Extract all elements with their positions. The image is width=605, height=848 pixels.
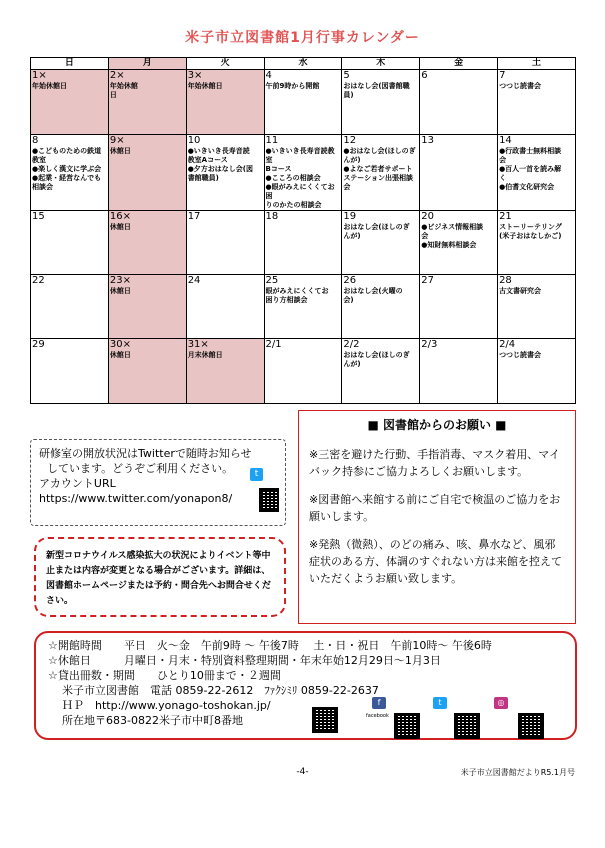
day-event-text: 眼がみえにくくてお 困り方相談会 xyxy=(265,287,329,304)
account-url-label: アカウントURL xyxy=(39,477,116,490)
calendar-week-row xyxy=(31,211,576,275)
day-number: 2/4 xyxy=(499,339,516,350)
day-number: 16× xyxy=(109,211,131,222)
closed-days: ☆休館日 月曜日・月末・特別資料整理期間・年末年始12月29日～1月3日 xyxy=(48,654,441,667)
calendar-day-cell xyxy=(498,339,576,404)
footer-publication: 米子市立図書館だよりR5.1月号 xyxy=(460,768,575,777)
calendar-day-cell xyxy=(31,275,109,339)
day-number: 21 xyxy=(499,211,512,222)
page-number: -4- xyxy=(296,767,309,777)
day-number: 20 xyxy=(421,211,434,222)
day-number: 25 xyxy=(265,275,279,286)
day-event-text: 年始休館 日 xyxy=(109,82,138,99)
day-number: 2/3 xyxy=(421,339,438,350)
day-event-text: おはなし会(ほしのぎ んが) xyxy=(343,351,410,368)
day-number: 4 xyxy=(265,70,272,81)
weekday-thu: 木 xyxy=(342,58,420,70)
calendar-day-cell xyxy=(186,211,264,275)
covid-notice-text: 新型コロナウイルス感染拡大の状況によりイベント等中止または内容が変更となる場合がございます。詳細は、図書館ホームページまたは予約・問合先へお問合せください。 xyxy=(46,551,271,606)
day-number: 11 xyxy=(265,135,279,146)
weekday-sun: 日 xyxy=(31,58,109,70)
calendar-day-cell xyxy=(186,135,264,211)
calendar-day-cell xyxy=(186,339,264,404)
day-number: 29 xyxy=(32,339,45,350)
day-event-text: 休館日 xyxy=(109,351,131,359)
qr-code-icon xyxy=(259,488,279,512)
calendar-day-cell xyxy=(264,135,342,211)
facebook-icon[interactable]: f xyxy=(372,697,386,709)
day-event-text: 年始休館日 xyxy=(187,82,223,90)
day-event-text: ●こどものための鉄道 教室 ●楽しく漢文に学ぶ会 ●起業・経営なんでも 相談会 xyxy=(32,147,102,191)
instagram-icon[interactable]: ◎ xyxy=(494,697,508,709)
calendar-week-row xyxy=(31,275,576,339)
calendar-day-cell xyxy=(186,275,264,339)
weekday-sat: 土 xyxy=(498,58,576,70)
day-event-text: 月末休館日 xyxy=(187,351,223,359)
day-number: 10 xyxy=(187,135,201,146)
calendar-day-cell xyxy=(420,70,498,135)
request-paragraph-1: ※三密を避けた行動、手指消毒、マスク着用、マイバック持参にご協力よろしくお願いします。 xyxy=(309,448,560,478)
day-event-text: 年始休館日 xyxy=(32,82,67,90)
day-number: 13 xyxy=(421,135,434,146)
calendar-table xyxy=(30,57,576,404)
day-number: 31× xyxy=(187,339,209,350)
qr-code-icon xyxy=(394,713,420,739)
day-number: 30× xyxy=(109,339,131,350)
request-heading: ■ 図書館からのお願い ■ xyxy=(367,418,507,432)
calendar-day-cell xyxy=(342,211,420,275)
day-number: 18 xyxy=(265,211,279,222)
twitter-notice-box xyxy=(30,439,286,526)
request-paragraph-3: ※発熱（微熱）、のどの痛み、咳、鼻水など、風邪症状のある方、体調のすぐれない方は来館を控えていただくようお願い致します。 xyxy=(309,538,562,585)
day-number: 28 xyxy=(499,275,512,286)
day-event-text: おはなし会(ほしのぎ んが) xyxy=(343,223,410,240)
qr-code-icon xyxy=(312,707,338,733)
day-number: 5 xyxy=(343,70,350,81)
calendar-day-cell xyxy=(420,339,498,404)
calendar-day-cell xyxy=(498,211,576,275)
day-event-text: おはなし会(火曜の 会) xyxy=(343,287,403,304)
day-number: 2× xyxy=(109,70,125,81)
calendar-day-cell xyxy=(31,135,109,211)
loan-limit: ☆貸出冊数・期間 ひとり10冊まで・２週間 xyxy=(48,669,281,682)
day-number: 23× xyxy=(109,275,131,286)
twitter-icon[interactable]: t xyxy=(433,697,447,709)
twitter-icon[interactable]: t xyxy=(250,468,263,481)
library-homepage-link[interactable]: ＨＰ http://www.yonago-toshokan.jp/ xyxy=(62,699,271,712)
day-number: 27 xyxy=(421,275,434,286)
day-number: 19 xyxy=(343,211,357,222)
twitter-url-link[interactable]: https://www.twitter.com/yonapon8/ xyxy=(39,492,233,505)
calendar-day-cell xyxy=(108,339,186,404)
twitter-notice-line2: しています。どうぞご利用ください。 xyxy=(47,462,234,475)
day-event-text: つつじ読書会 xyxy=(499,351,542,359)
day-number: 15 xyxy=(32,211,45,222)
calendar-day-cell xyxy=(498,70,576,135)
day-number: 26 xyxy=(343,275,357,286)
calendar-week-row xyxy=(31,339,576,404)
calendar-day-cell xyxy=(108,211,186,275)
day-event-text: おはなし会(図書館職 員) xyxy=(343,82,410,99)
calendar-day-cell xyxy=(420,275,498,339)
day-number: 1× xyxy=(32,70,47,81)
request-paragraph-2: ※図書館へ来館する前にご自宅で検温のご協力をお願いします。 xyxy=(309,493,561,523)
covid-notice-box xyxy=(34,537,286,617)
day-event-text: 古文書研究会 xyxy=(499,287,542,295)
calendar-day-cell xyxy=(264,339,342,404)
day-number: 6 xyxy=(421,70,428,81)
calendar-day-cell xyxy=(31,70,109,135)
calendar-day-cell xyxy=(342,70,420,135)
calendar-day-cell xyxy=(420,211,498,275)
twitter-notice-line1: 研修室の開放状況はTwitterで随時お知らせ xyxy=(39,447,252,460)
day-number: 22 xyxy=(32,275,45,286)
calendar-day-cell xyxy=(31,339,109,404)
day-event-text: ストーリーテリング (米子おはなしかご) xyxy=(499,223,562,240)
qr-code-icon xyxy=(518,713,544,739)
calendar-day-cell xyxy=(108,70,186,135)
calendar-day-cell xyxy=(108,275,186,339)
calendar-week-row xyxy=(31,135,576,211)
qr-code-icon xyxy=(454,713,480,739)
day-event-text: 休館日 xyxy=(109,147,131,155)
day-number: 14 xyxy=(499,135,512,146)
day-number: 24 xyxy=(187,275,201,286)
day-number: 7 xyxy=(499,70,506,81)
day-event-text: ●行政書士無料相談 会 ●百人一首を読み解 く ●伯耆文化研究会 xyxy=(499,147,562,191)
facebook-label: facebook xyxy=(366,713,389,719)
calendar-day-cell xyxy=(108,135,186,211)
day-number: 17 xyxy=(187,211,201,222)
day-event-text: ●いきいき長寿音読教室 Bコース ●こころの相談会 ●眼がみえにくくてお困 りのかたの相談会 xyxy=(265,147,335,209)
request-box xyxy=(298,410,576,624)
weekday-mon: 月 xyxy=(108,58,186,70)
calendar-day-cell xyxy=(498,135,576,211)
calendar-day-cell xyxy=(264,211,342,275)
day-number: 2/1 xyxy=(265,339,282,350)
calendar-day-cell xyxy=(342,135,420,211)
day-event-text: つつじ読書会 xyxy=(499,82,542,90)
calendar-day-cell xyxy=(342,275,420,339)
library-contact: 米子市立図書館 電話 0859-22-2612 ﾌｧｸｼﾐﾘ 0859-22-2637 xyxy=(62,684,379,697)
calendar-day-cell xyxy=(498,275,576,339)
day-event-text: ●おはなし会(ほしのぎ んが) ●よなご若者サポート ステーション出張相談 会 xyxy=(343,147,416,191)
calendar-day-cell xyxy=(31,211,109,275)
day-number: 8 xyxy=(32,135,39,146)
weekday-fri: 金 xyxy=(420,58,498,70)
calendar-day-cell xyxy=(264,275,342,339)
weekday-tue: 火 xyxy=(186,58,264,70)
day-number: 9× xyxy=(109,135,125,146)
day-event-text: ●いきいき長寿音読 教室Aコース ●夕方おはなし会(図 書館職員) xyxy=(187,147,253,182)
page-title: 米子市立図書館1月行事カレンダー xyxy=(185,30,420,46)
day-event-text: ●ビジネス情報相談 会 ●知財無料相談会 xyxy=(421,223,484,249)
calendar-week-row xyxy=(31,70,576,135)
day-event-text: 休館日 xyxy=(109,223,131,231)
day-event-text: 休館日 xyxy=(109,287,131,295)
library-address: 所在地〒683-0822米子市中町8番地 xyxy=(62,714,243,727)
calendar-day-cell xyxy=(420,135,498,211)
day-number: 3× xyxy=(187,70,203,81)
calendar-day-cell xyxy=(186,70,264,135)
day-number: 2/2 xyxy=(343,339,360,350)
opening-hours: ☆開館時間 平日 火～金 午前9時 ～ 午後7時 土・日・祝日 午前10時～ 午後6時 xyxy=(48,639,492,652)
library-info-box xyxy=(34,631,577,740)
weekday-header-row xyxy=(31,58,576,70)
calendar-day-cell xyxy=(264,70,342,135)
weekday-wed: 水 xyxy=(264,58,342,70)
day-number: 12 xyxy=(343,135,357,146)
calendar-day-cell xyxy=(342,339,420,404)
day-event-text: 午前9時から開館 xyxy=(265,82,320,90)
